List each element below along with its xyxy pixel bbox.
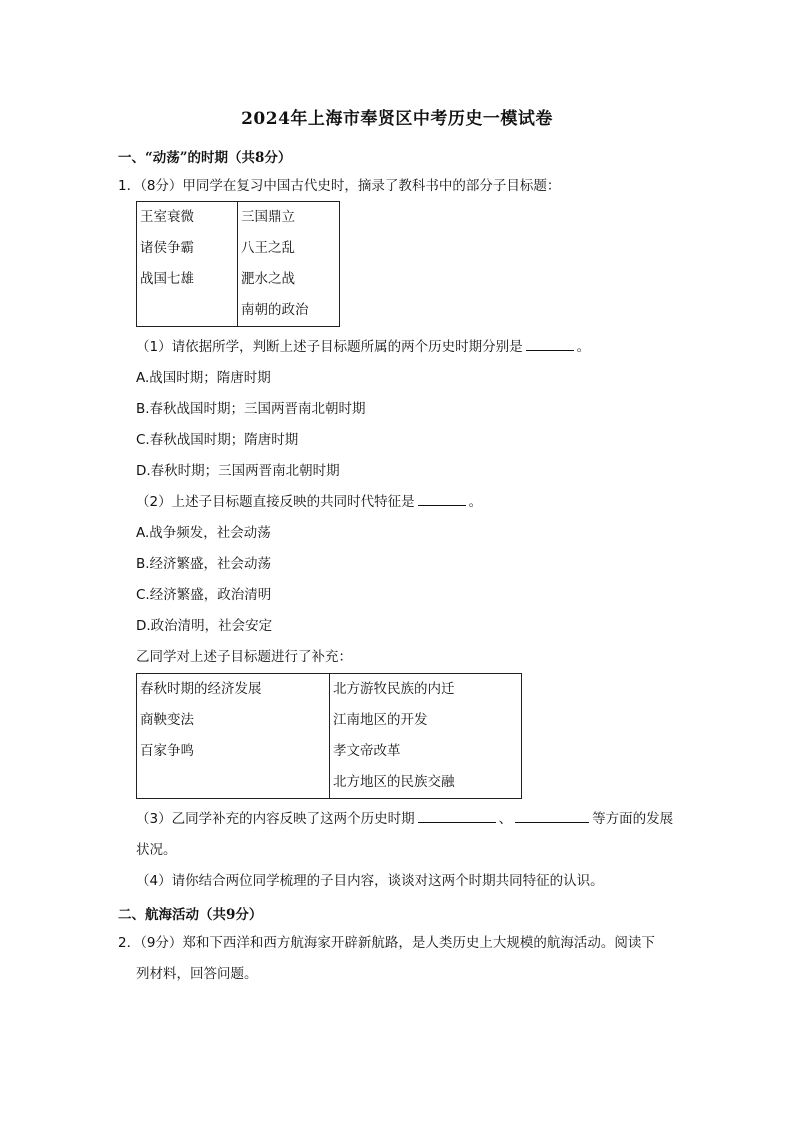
table2-left-column	[137, 674, 330, 799]
table2-cell: 北方游牧民族的内迁	[333, 681, 455, 697]
table2-cell: 孝文帝改革	[333, 743, 401, 759]
table2-cell: 商鞅变法	[140, 712, 194, 728]
question-1-stem: 1．（8分）甲同学在复习中国古代史时，摘录了教科书中的部分子目标题：	[118, 178, 561, 194]
table1-right-column	[238, 202, 340, 327]
option-c: C.春秋战国时期；隋唐时期	[136, 432, 299, 448]
answer-blank[interactable]	[418, 493, 466, 506]
question-2-stem: 2．（9分）郑和下西洋和西方航海家开辟新航路，是人类历史上大规模的航海活动。阅读下	[118, 935, 655, 951]
supplement-intro: 乙同学对上述子目标题进行了补充：	[136, 649, 352, 665]
exam-title: 2024年上海市奉贤区中考历史一模试卷	[241, 109, 553, 129]
sub-question-4: （4）请你结合两位同学梳理的子目内容，谈谈对这两个时期共同特征的认识。	[136, 873, 604, 889]
table1-left-column	[137, 202, 238, 327]
table2-cell: 北方地区的民族交融	[333, 774, 455, 790]
option-d: D.春秋时期；三国两晋南北朝时期	[136, 463, 340, 479]
option-c: C.经济繁盛，政治清明	[136, 587, 272, 603]
table2-cell: 百家争鸣	[140, 743, 194, 759]
sub-question-1: （1）请依据所学，判断上述子目标题所属的两个历史时期分别是 。	[136, 339, 591, 355]
table2-cell: 江南地区的开发	[333, 712, 428, 728]
sub-question-3-continued: 状况。	[136, 842, 177, 858]
option-d: D.政治清明，社会安定	[136, 618, 273, 634]
table1-cell: 诸侯争霸	[140, 240, 194, 256]
answer-blank[interactable]	[418, 810, 496, 823]
question-2-stem-continued: 列材料，回答问题。	[136, 966, 258, 982]
table1-cell: 淝水之战	[241, 271, 295, 287]
subtitle-table-1	[136, 201, 340, 327]
answer-blank[interactable]	[515, 810, 589, 823]
section-heading-2: 二、航海活动（共9分）	[118, 907, 263, 923]
option-a: A.战争频发，社会动荡	[136, 525, 271, 541]
option-a: A.战国时期；隋唐时期	[136, 370, 271, 386]
table1-cell: 战国七雄	[140, 271, 194, 287]
section-heading-1: 一、“动荡”的时期（共8分）	[118, 150, 292, 166]
subtitle-table-2	[136, 673, 522, 799]
sub-question-3: （3）乙同学补充的内容反映了这两个历史时期 、 等方面的发展	[136, 811, 674, 827]
table2-right-column	[330, 674, 522, 799]
table1-cell: 王室衰微	[140, 209, 194, 225]
answer-blank[interactable]	[526, 338, 574, 351]
sub-question-2: （2）上述子目标题直接反映的共同时代特征是 。	[136, 494, 483, 510]
table2-cell: 春秋时期的经济发展	[140, 681, 262, 697]
table1-cell: 南朝的政治	[241, 302, 309, 318]
option-b: B.经济繁盛，社会动荡	[136, 556, 272, 572]
option-b: B.春秋战国时期；三国两晋南北朝时期	[136, 401, 366, 417]
table1-cell: 三国鼎立	[241, 209, 295, 225]
table1-cell: 八王之乱	[241, 240, 295, 256]
